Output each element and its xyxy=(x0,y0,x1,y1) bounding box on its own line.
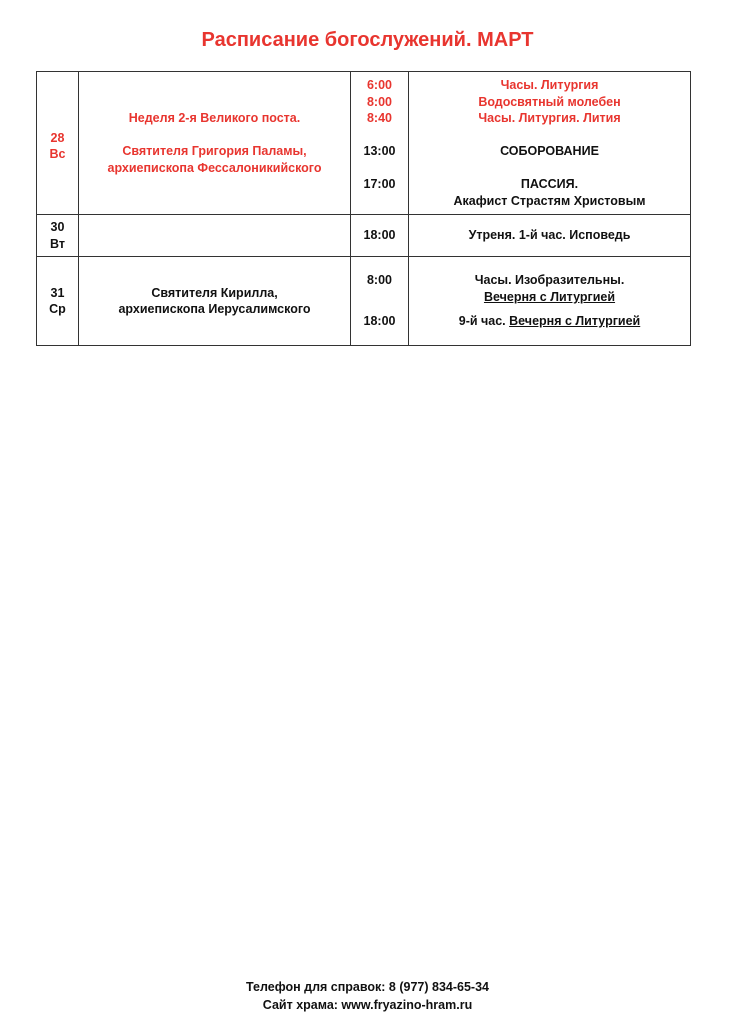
service: 9-й час. xyxy=(458,314,506,329)
phone-info: Телефон для справок: 8 (977) 834-65-34 xyxy=(246,980,489,994)
service: ПАССИЯ. xyxy=(520,177,579,191)
feast-saint: Святителя Кирилла, xyxy=(151,285,278,300)
feast-title: Неделя 2-я Великого поста. xyxy=(128,111,301,125)
time-cell xyxy=(351,72,409,215)
service: Вечерня с Литургией xyxy=(509,314,641,329)
time: 8:00 xyxy=(366,94,393,109)
time: 6:00 xyxy=(366,78,393,92)
weekday: Вс xyxy=(49,147,66,161)
time-cell xyxy=(351,257,409,346)
day-number: 30 xyxy=(50,220,65,234)
schedule-table xyxy=(36,71,691,346)
weekday: Вт xyxy=(50,236,65,251)
service: СОБОРОВАНИЕ xyxy=(500,144,599,158)
feast-saint: Святителя Григория Паламы, xyxy=(122,144,307,158)
service: Водосвятный молебен xyxy=(478,94,621,109)
service-line xyxy=(413,313,686,330)
service-cell xyxy=(409,257,691,346)
time: 8:40 xyxy=(366,111,393,125)
date-cell xyxy=(37,215,79,257)
time: 18:00 xyxy=(363,314,396,329)
service: Часы. Литургия xyxy=(500,78,599,92)
service: Вечерня с Литургией xyxy=(483,289,616,304)
service-cell xyxy=(409,215,691,257)
feast-cell xyxy=(79,257,351,346)
weekday: Ср xyxy=(49,302,66,316)
feast-cell xyxy=(79,72,351,215)
date-cell xyxy=(37,72,79,215)
service-cell xyxy=(409,72,691,215)
day-number: 28 xyxy=(50,130,65,145)
feast-saint-title: архиепископа Иерусалимского xyxy=(118,302,311,316)
day-number: 31 xyxy=(50,285,65,300)
page-title: Расписание богослужений. МАРТ xyxy=(201,29,534,51)
table-row xyxy=(37,257,691,346)
time: 17:00 xyxy=(363,177,396,191)
service: Утреня. 1-й час. Исповедь xyxy=(468,228,631,243)
date-cell xyxy=(37,257,79,346)
feast-cell xyxy=(79,215,351,257)
table-row xyxy=(37,72,691,215)
table-row xyxy=(37,215,691,257)
footer xyxy=(0,978,735,1014)
time: 8:00 xyxy=(366,273,393,288)
service: Часы. Изобразительны. xyxy=(474,273,625,288)
service: Акафист Страстям Христовым xyxy=(453,193,646,208)
service: Часы. Литургия. Лития xyxy=(478,111,621,125)
feast-saint-title: архиепископа Фессалоникийского xyxy=(107,160,322,175)
time: 18:00 xyxy=(363,228,396,243)
time: 13:00 xyxy=(363,144,396,158)
website-info: Сайт храма: www.fryazino-hram.ru xyxy=(262,998,473,1012)
time-cell xyxy=(351,215,409,257)
